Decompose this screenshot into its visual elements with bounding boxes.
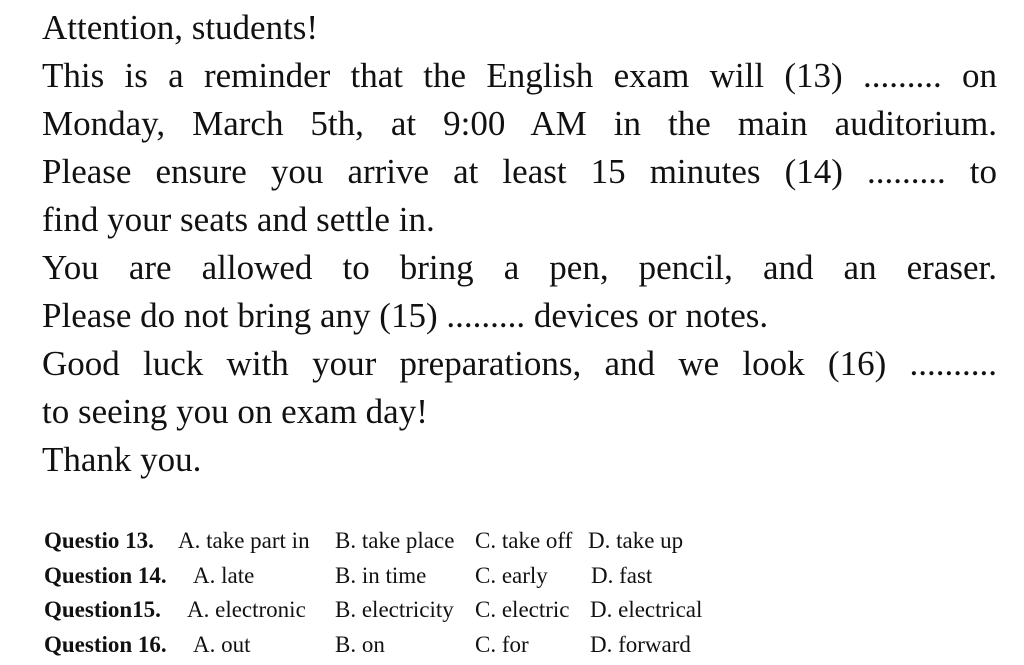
question-list [44,524,744,662]
question-label: Question 16. [44,631,167,657]
passage-line-8: to seeing you on exam day! [42,392,428,431]
question-row [44,628,744,663]
option-d: D. take up [588,528,684,553]
option-b: B. in time [335,562,427,588]
option-c: C. take off [475,528,573,553]
option-a: A. out [193,631,251,657]
passage-line-2: Monday, March 5th, at 9:00 AM in the main auditorium. [42,104,997,143]
passage-line-4: find your seats and settle in. [42,200,435,239]
question-label: Questio 13. [44,528,154,553]
announcement-passage [42,0,997,484]
option-a: A. take part in [178,528,310,553]
passage-line-5: You are allowed to bring a pen, pencil, and an eraser. [42,248,997,287]
option-c: C. for [475,631,529,657]
question-row [44,559,744,594]
option-b: B. take place [335,528,455,553]
question-label: Question15. [44,597,161,622]
passage-line-3: Please ensure you arrive at least 15 minutes (14) ......... to [42,152,997,191]
option-d: D. forward [590,631,691,657]
passage-greeting: Attention, students! [42,8,319,47]
option-c: C. early [475,562,548,588]
option-b: B. electricity [335,597,454,622]
question-row [44,524,744,559]
option-c: C. electric [475,597,570,622]
option-a: A. late [193,562,255,588]
passage-closing: Thank you. [42,440,202,479]
passage-line-7: Good luck with your preparations, and we look (16) .......... [42,344,997,383]
question-row [44,593,744,628]
option-d: D. fast [591,562,653,588]
option-a: A. electronic [187,597,306,622]
option-b: B. on [335,631,385,657]
option-d: D. electrical [590,597,703,622]
passage-line-6: Please do not bring any (15) ......... devices or notes. [42,296,769,335]
passage-line-1: This is a reminder that the English exam will (13) ......... on [42,56,997,95]
question-label: Question 14. [44,562,167,588]
